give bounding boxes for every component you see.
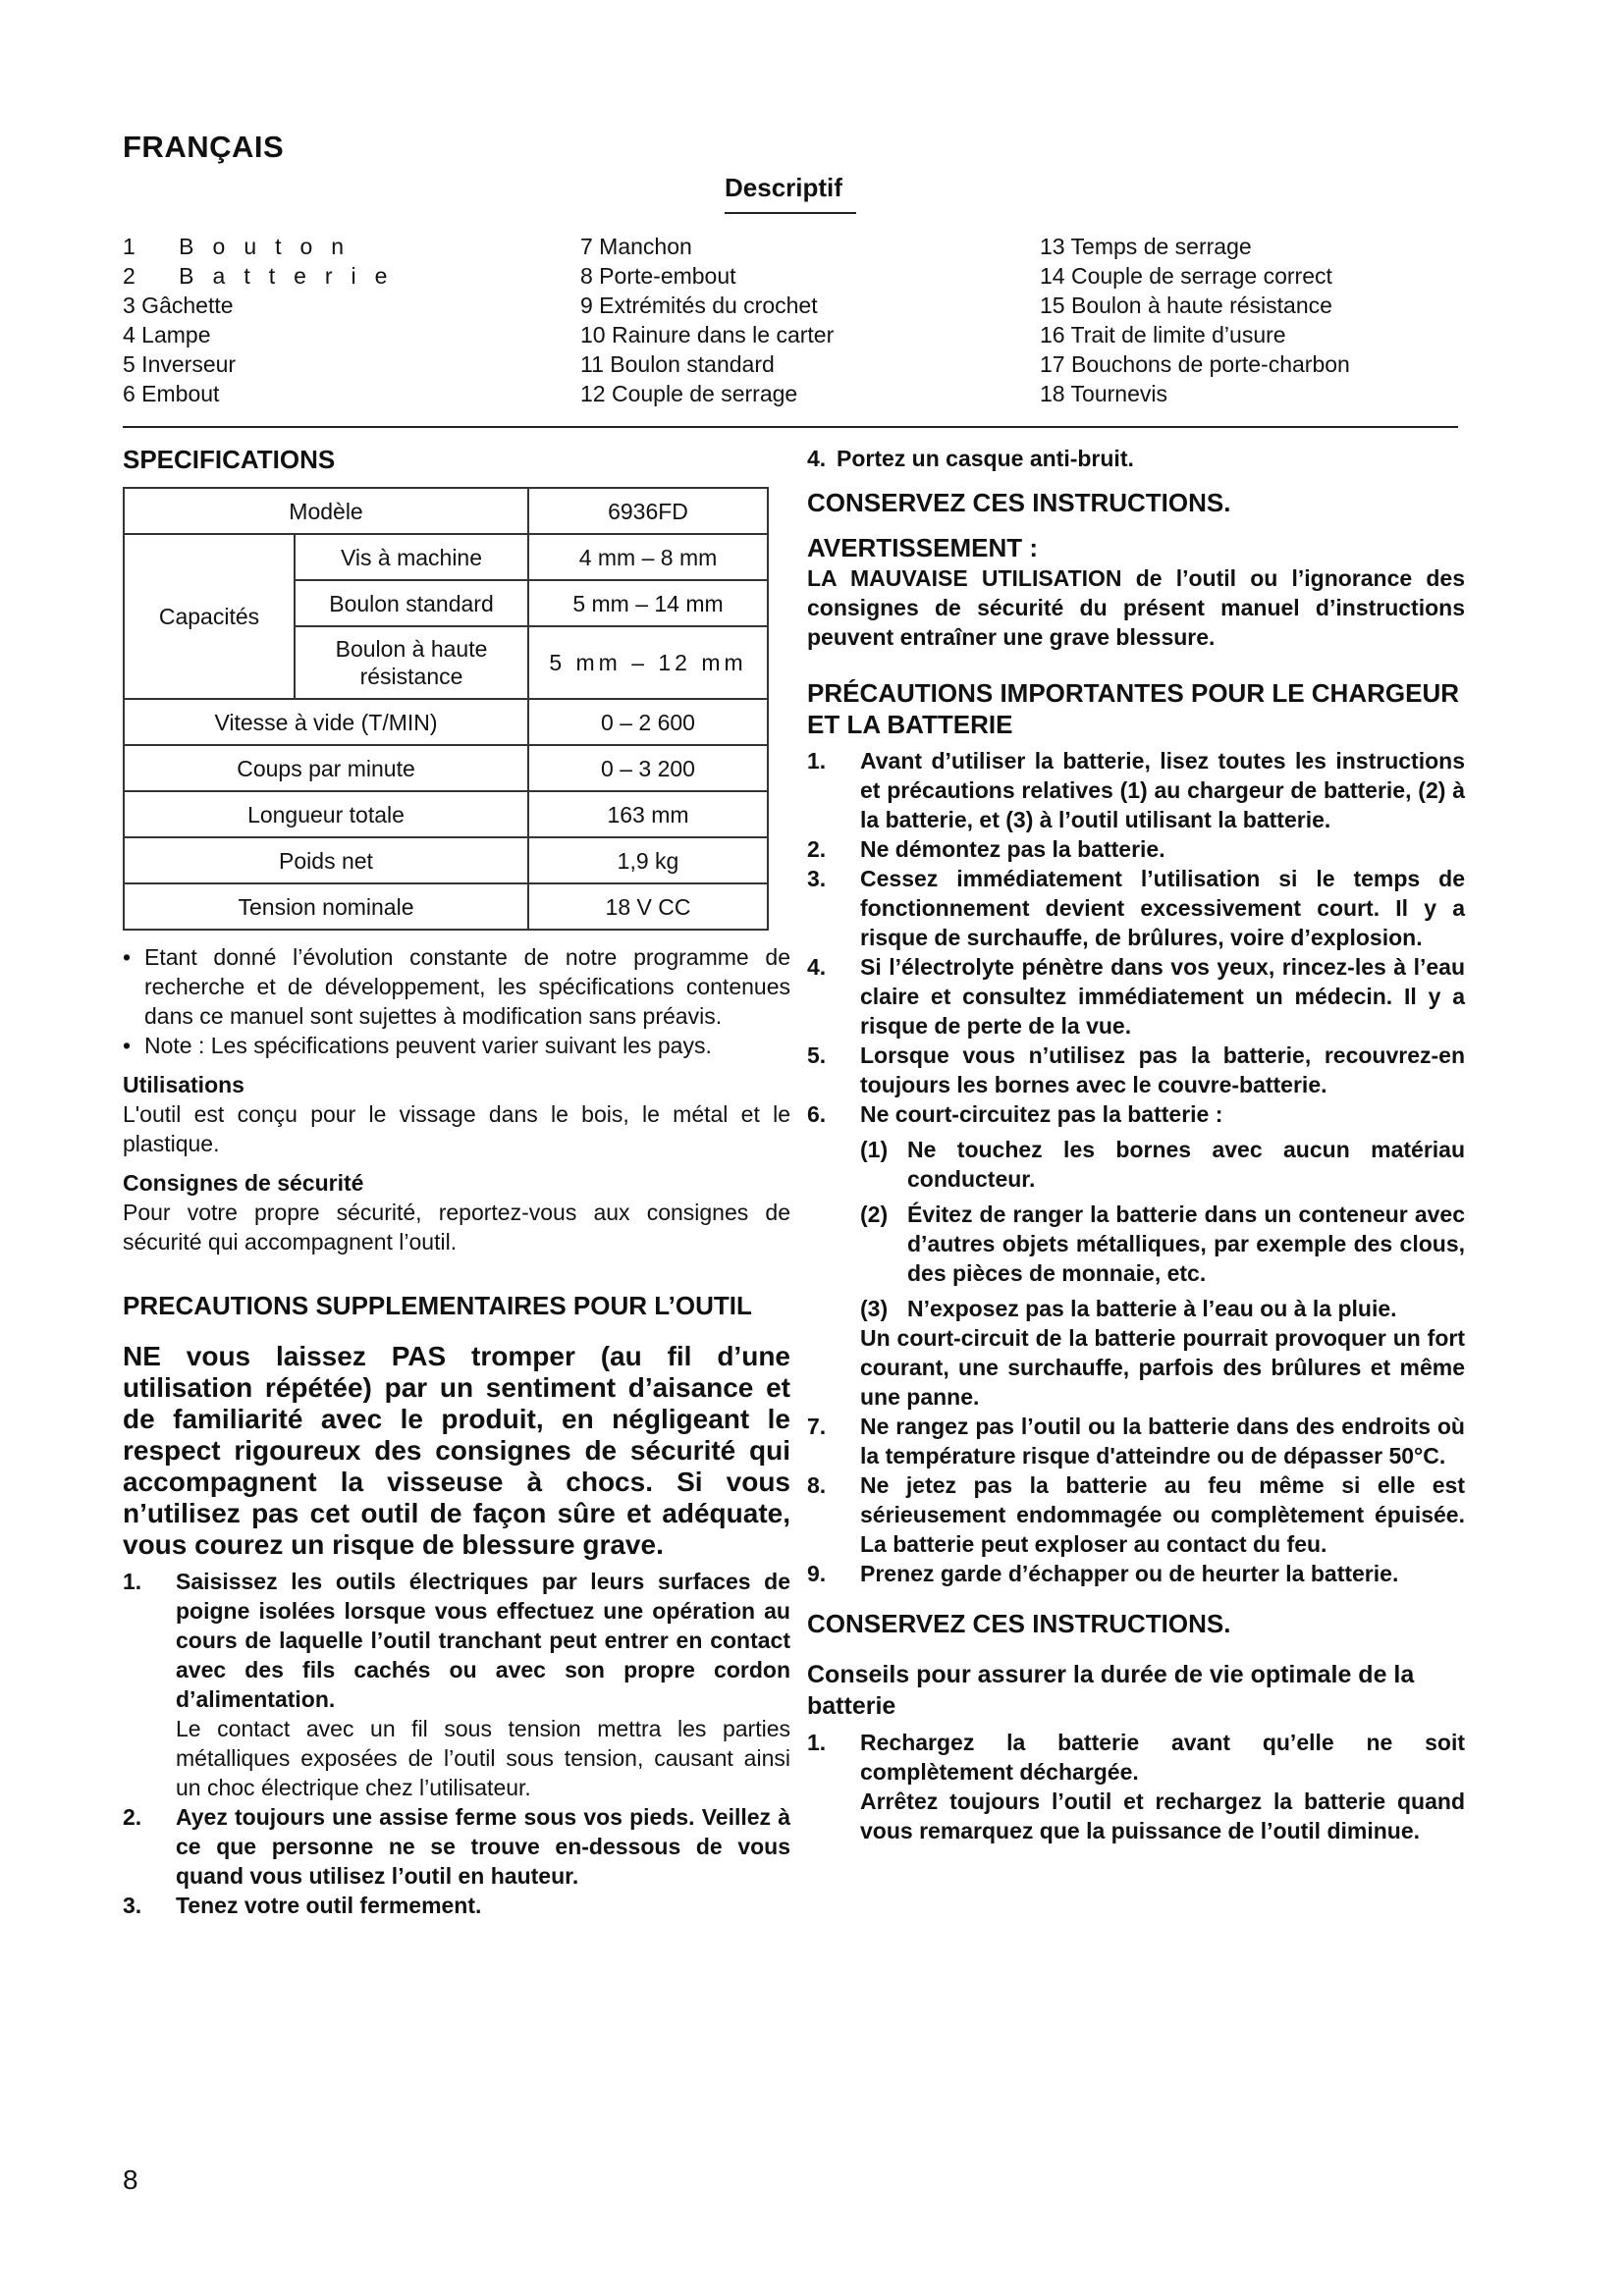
list-item xyxy=(123,1802,790,1891)
item-text: Avant d’utiliser la batterie, lisez toutes les instructions et précautions relatives (1) au chargeur de batterie, (2) à la batterie, et (3) à l’outil utilisant la batterie. xyxy=(860,748,1465,832)
item-text: Prenez garde d’échapper ou de heurter la batterie. xyxy=(860,1561,1399,1586)
model-label: Modèle xyxy=(124,488,528,534)
boulon-standard-value: 5 mm – 14 mm xyxy=(528,580,768,626)
item-text: Cessez immédiatement l’utilisation si le temps de fonctionnement devient excessivement court. Il y a risque de surchauffe, de brûlures, voire d’explosion. xyxy=(860,866,1465,950)
descriptif-underline xyxy=(725,212,856,214)
item-text: Lorsque vous n’utilisez pas la batterie, recouvrez-en toujours les bornes avec le couvre-batterie. xyxy=(860,1042,1465,1097)
item-text: N’exposez pas la batterie à l’eau ou à la pluie. xyxy=(907,1296,1397,1321)
item-text: Ne démontez pas la batterie. xyxy=(860,836,1165,862)
tension-value: 18 V CC xyxy=(528,883,768,930)
descriptif-item: 1 Bouton xyxy=(123,234,363,259)
table-row xyxy=(124,534,768,580)
table-row xyxy=(124,488,768,534)
item-text: Ne jetez pas la batterie au feu même si elle est sérieusement endommagée ou complètement épuisée. La batterie peut exploser au contact du feu. xyxy=(860,1472,1465,1557)
language-heading: FRANÇAIS xyxy=(123,130,285,164)
vis-value: 4 mm – 8 mm xyxy=(528,534,768,580)
bullet-icon: • xyxy=(123,1033,132,1058)
sub-list-item xyxy=(807,1294,1465,1323)
avertissement-heading: AVERTISSEMENT : xyxy=(807,533,1038,562)
list-item xyxy=(807,864,1465,952)
precautions-batterie-list xyxy=(807,746,1465,1588)
vis-label: Vis à machine xyxy=(295,534,528,580)
table-row xyxy=(124,837,768,883)
capacites-label: Capacités xyxy=(124,534,295,699)
list-item xyxy=(123,1031,790,1060)
item-number: 1. xyxy=(807,1730,827,1755)
vitesse-value: 0 – 2 600 xyxy=(528,699,768,745)
item-text: Saisissez les outils électriques par leurs surfaces de poigne isolées lorsque vous effectuez une opération au cours de laquelle l’outil tranchant peut entrer en contact avec des fils cachés ou avec son propre cordon d’alimentation. xyxy=(176,1569,790,1712)
section-divider xyxy=(123,426,1458,428)
list-item xyxy=(807,1412,1465,1470)
longueur-value: 163 mm xyxy=(528,791,768,837)
tension-label: Tension nominale xyxy=(124,883,528,930)
list-item xyxy=(807,1041,1465,1099)
descriptif-item: 6 Embout xyxy=(123,381,220,406)
item-text: Si l’électrolyte pénètre dans vos yeux, rincez-les à l’eau claire et consultez immédiatement un médecin. Il y a risque de perte de la vue. xyxy=(860,954,1465,1039)
item-text: Ne touchez les bornes avec aucun matériau conducteur. xyxy=(907,1137,1465,1192)
item-number: 9. xyxy=(807,1561,827,1586)
item-number: 3. xyxy=(123,1893,142,1918)
item-number: 7. xyxy=(807,1414,827,1439)
consignes-heading: Consignes de sécurité xyxy=(123,1170,364,1196)
precautions-outil-list xyxy=(123,1567,790,1920)
note-text: Note : Les spécifications peuvent varier suivant les pays. xyxy=(144,1033,712,1058)
poids-label: Poids net xyxy=(124,837,528,883)
precautions-batterie-heading: PRÉCAUTIONS IMPORTANTES POUR LE CHARGEUR ET LA BATTERIE xyxy=(807,678,1459,739)
note-text: Etant donné l’évolution constante de notre programme de recherche et de développement, les spécifications contenues dans ce manuel sont sujettes à modification sans préavis. xyxy=(144,944,790,1029)
consignes-text: Pour votre propre sécurité, reportez-vous aux consignes de sécurité qui accompagnent l’outil. xyxy=(123,1200,790,1255)
precautions-warning: NE vous laissez PAS tromper (au fil d’une utilisation répétée) par un sentiment d’aisance et de familiarité avec le produit, en négligeant le respect rigoureux des consignes de sécurité qui accompagnent la visseuse à chocs. Si vous n’utilisez pas cet outil de façon sûre et adéquate, vous courez un risque de blessure grave. xyxy=(123,1341,790,1560)
item-number: 3. xyxy=(807,866,827,891)
descriptif-item: 10 Rainure dans le carter xyxy=(580,322,835,347)
precautions-outil-heading: PRECAUTIONS SUPPLEMENTAIRES POUR L’OUTIL xyxy=(123,1291,752,1320)
descriptif-item: 11 Boulon standard xyxy=(580,351,775,377)
boulon-standard-label: Boulon standard xyxy=(295,580,528,626)
coups-label: Coups par minute xyxy=(124,745,528,791)
list-item xyxy=(807,444,1465,473)
poids-value: 1,9 kg xyxy=(528,837,768,883)
list-item xyxy=(807,1470,1465,1559)
sub-list-note xyxy=(807,1323,1465,1412)
descriptif-item: 12 Couple de serrage xyxy=(580,381,798,406)
descriptif-item: 16 Trait de limite d’usure xyxy=(1040,322,1286,347)
item-extra: Le contact avec un fil sous tension mettra les parties métalliques exposées de l’outil sous tension, causant ainsi un choc électrique chez l’utilisateur. xyxy=(176,1716,790,1800)
utilisations-heading: Utilisations xyxy=(123,1072,244,1097)
list-item xyxy=(807,952,1465,1041)
bullet-icon: • xyxy=(123,944,132,970)
avertissement-text: LA MAUVAISE UTILISATION de l’outil ou l’ignorance des consignes de sécurité du présent manuel d’instructions peuvent entraîner une grave blessure. xyxy=(807,565,1465,650)
descriptif-item: 7 Manchon xyxy=(580,234,692,259)
conservez-heading-2: CONSERVEZ CES INSTRUCTIONS. xyxy=(807,1609,1231,1638)
descriptif-item: 2 Batterie xyxy=(123,263,406,289)
item-number: (2) xyxy=(860,1201,889,1227)
item-number: 2. xyxy=(807,836,827,862)
item-text: Rechargez la batterie avant qu’elle ne soit complètement déchargée. xyxy=(860,1730,1465,1785)
descriptif-item: 14 Couple de serrage correct xyxy=(1040,263,1332,289)
descriptif-item: 18 Tournevis xyxy=(1040,381,1167,406)
boulon-haute-resistance-value: 5 mm – 12 mm xyxy=(528,626,768,699)
list-item xyxy=(123,1567,790,1802)
right-column xyxy=(807,444,1465,1845)
table-row xyxy=(124,791,768,837)
specifications-heading: SPECIFICATIONS xyxy=(123,445,336,474)
coups-value: 0 – 3 200 xyxy=(528,745,768,791)
item-number: 6. xyxy=(807,1101,827,1127)
model-value: 6936FD xyxy=(528,488,768,534)
table-row xyxy=(124,699,768,745)
descriptif-item: 17 Bouchons de porte-charbon xyxy=(1040,351,1350,377)
descriptif-item: 15 Boulon à haute résistance xyxy=(1040,293,1332,318)
item-text: Évitez de ranger la batterie dans un conteneur avec d’autres objets métalliques, par exemple des clous, des pièces de monnaie, etc. xyxy=(907,1201,1465,1286)
list-item xyxy=(807,746,1465,834)
descriptif-item: 13 Temps de serrage xyxy=(1040,234,1252,259)
item-number: 2. xyxy=(123,1804,142,1830)
conseils-list xyxy=(807,1728,1465,1845)
list-item xyxy=(807,834,1465,864)
item-number: (3) xyxy=(860,1296,889,1321)
conservez-heading: CONSERVEZ CES INSTRUCTIONS. xyxy=(807,488,1231,517)
precautions-outil-list-continued xyxy=(807,444,1465,473)
vitesse-label: Vitesse à vide (T/MIN) xyxy=(124,699,528,745)
list-item xyxy=(123,942,790,1031)
page-number: 8 xyxy=(123,2164,138,2195)
left-column xyxy=(123,444,790,1920)
descriptif-item: 3 Gâchette xyxy=(123,293,234,318)
item-number: 4. xyxy=(807,954,827,980)
descriptif-item: 8 Porte-embout xyxy=(580,263,736,289)
item-number: (1) xyxy=(860,1137,889,1162)
item-number: 4. xyxy=(807,446,827,471)
utilisations-text: L'outil est conçu pour le vissage dans le bois, le métal et le plastique. xyxy=(123,1101,790,1156)
descriptif-item: 9 Extrémités du crochet xyxy=(580,293,818,318)
list-item xyxy=(807,1728,1465,1845)
list-item xyxy=(807,1559,1465,1588)
table-row xyxy=(124,745,768,791)
descriptif-column-1 xyxy=(123,232,535,408)
descriptif-column-3 xyxy=(1040,232,1491,408)
item-text: Un court-circuit de la batterie pourrait provoquer un fort courant, une surchauffe, parfois des brûlures et même une panne. xyxy=(860,1325,1465,1410)
boulon-haute-resistance-label: Boulon à haute résistance xyxy=(295,626,528,699)
item-text: Ne court-circuitez pas la batterie : xyxy=(860,1101,1223,1127)
item-text: Ne rangez pas l’outil ou la batterie dans des endroits où la température risque d'atteindre ou de dépasser 50°C. xyxy=(860,1414,1465,1468)
spec-notes xyxy=(123,942,790,1060)
item-number: 1. xyxy=(807,748,827,774)
item-text: Tenez votre outil fermement. xyxy=(176,1893,482,1918)
descriptif-item: 4 Lampe xyxy=(123,322,211,347)
descriptif-item: 5 Inverseur xyxy=(123,351,237,377)
item-extra: Arrêtez toujours l’outil et rechargez la batterie quand vous remarquez que la puissance de l’outil diminue. xyxy=(860,1789,1465,1843)
item-text: Ayez toujours une assise ferme sous vos pieds. Veillez à ce que personne ne se trouve en-dessous de vous quand vous utilisez l’outil en hauteur. xyxy=(176,1804,790,1889)
conseils-heading: Conseils pour assurer la durée de vie optimale de la batterie xyxy=(807,1661,1415,1720)
sub-list-item xyxy=(807,1200,1465,1288)
list-item xyxy=(807,1099,1465,1129)
descriptif-column-2 xyxy=(580,232,993,408)
list-item xyxy=(123,1891,790,1920)
item-number: 5. xyxy=(807,1042,827,1068)
specifications-table xyxy=(123,487,769,931)
longueur-label: Longueur totale xyxy=(124,791,528,837)
descriptif-title: Descriptif xyxy=(725,173,842,202)
item-number: 8. xyxy=(807,1472,827,1498)
table-row xyxy=(124,883,768,930)
item-text: Portez un casque anti-bruit. xyxy=(837,446,1134,471)
item-number: 1. xyxy=(123,1569,142,1594)
sub-list-item xyxy=(807,1135,1465,1194)
